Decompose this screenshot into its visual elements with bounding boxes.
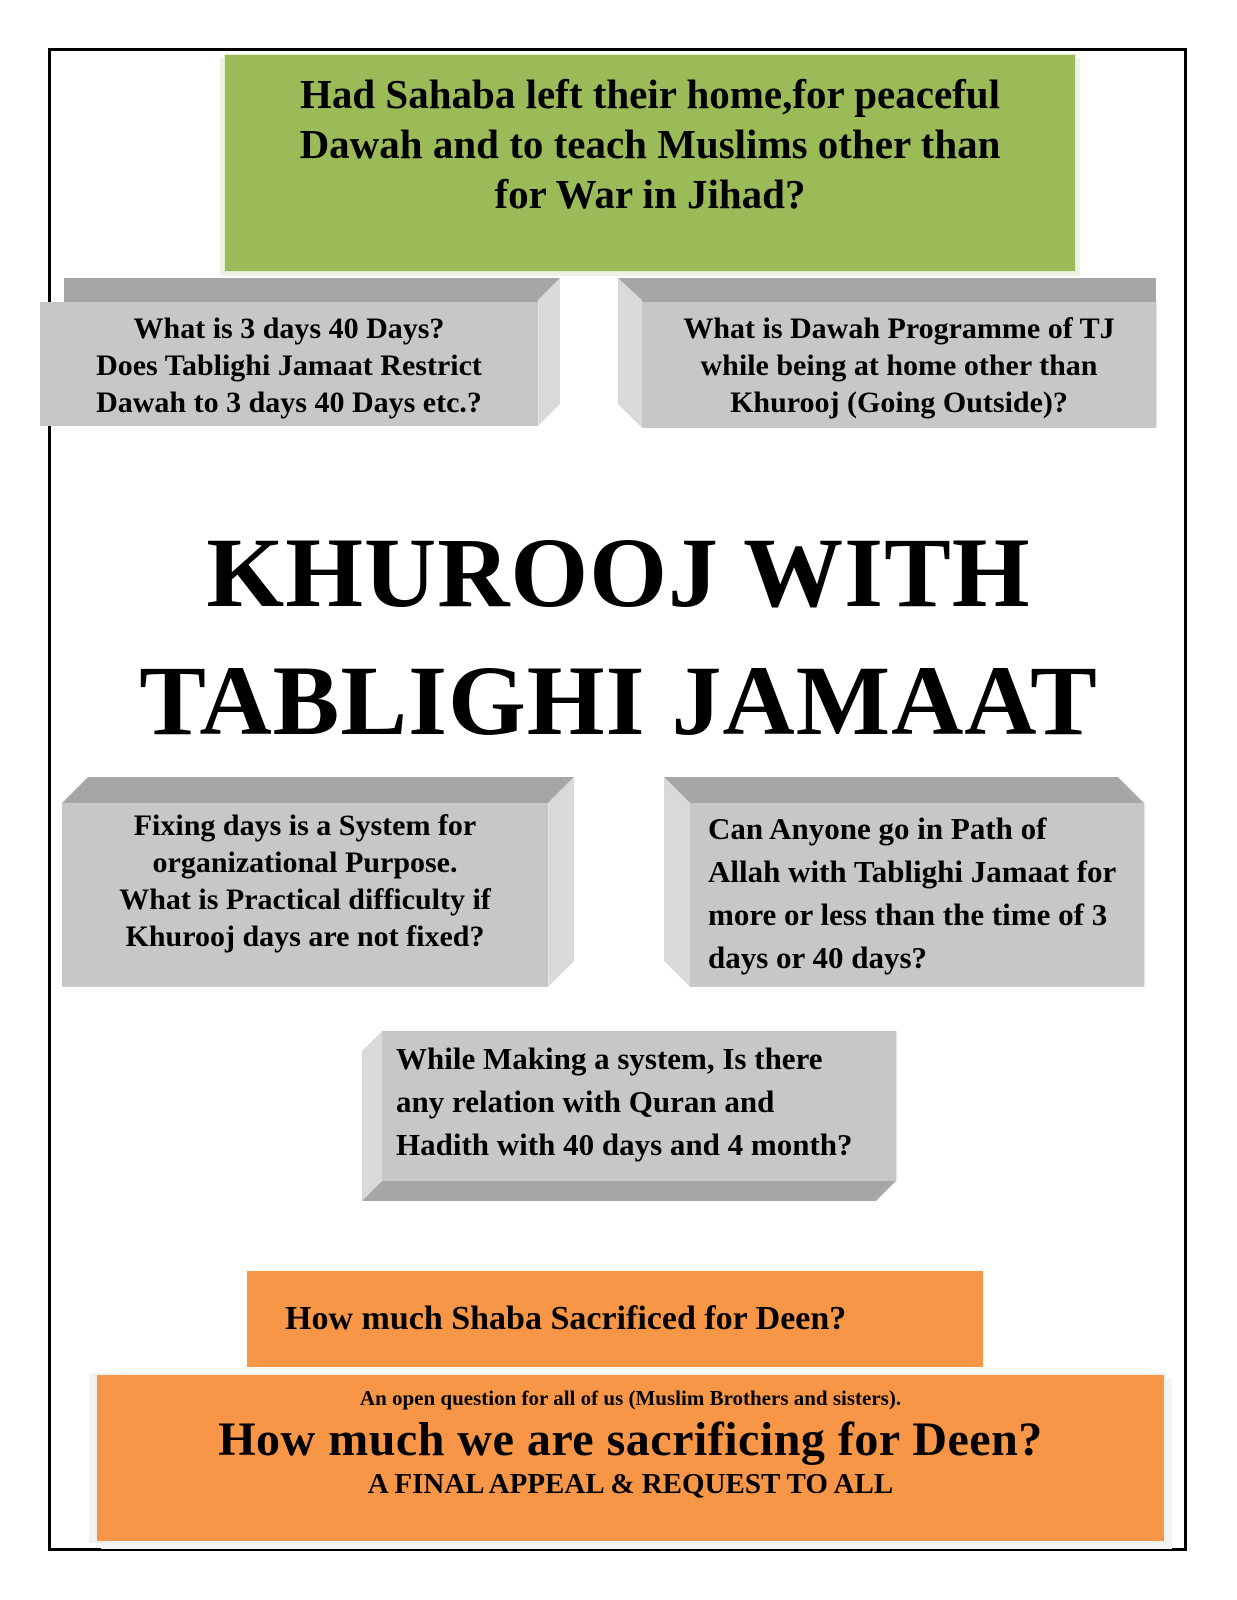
page-title-line-1: KHUROOJ WITH <box>206 517 1031 628</box>
question-3-line-1: Fixing days is a System for <box>133 809 477 842</box>
question-box-2 <box>618 278 1156 428</box>
question-1-line-1: What is 3 days 40 Days? <box>133 312 445 345</box>
question-box-4 <box>664 777 1144 987</box>
question-5-line-1: While Making a system, Is there <box>396 1041 823 1076</box>
final-appeal-text: A FINAL APPEAL & REQUEST TO ALL <box>367 1468 894 1500</box>
question-2-line-1: What is Dawah Programme of TJ <box>683 312 1115 345</box>
question-2-line-2: while being at home other than <box>700 349 1098 382</box>
question-4-line-2: Allah with Tablighi Jamaat for <box>708 854 1117 889</box>
open-question-intro: An open question for all of us (Muslim Brothers and sisters). <box>359 1386 902 1410</box>
question-4-line-1: Can Anyone go in Path of <box>708 811 1047 846</box>
question-4-line-3: more or less than the time of 3 <box>708 897 1108 932</box>
question-1-line-3: Dawah to 3 days 40 Days etc.? <box>96 386 482 419</box>
question-1-line-2: Does Tablighi Jamaat Restrict <box>96 349 482 382</box>
question-2-line-3: Khurooj (Going Outside)? <box>730 386 1068 419</box>
question-5-line-3: Hadith with 40 days and 4 month? <box>396 1127 853 1162</box>
question-box-3 <box>62 777 574 987</box>
question-3-line-3: What is Practical difficulty if <box>119 883 491 916</box>
final-appeal-box <box>95 1373 1166 1543</box>
question-3-line-4: Khurooj days are not fixed? <box>125 920 485 953</box>
question-3-line-2: organizational Purpose. <box>152 846 458 879</box>
sahaba-sacrifice-box: How much Shaba Sacrificed for Deen? <box>247 1271 983 1367</box>
question-5-line-2: any relation with Quran and <box>396 1084 775 1119</box>
top-question-line-1: Had Sahaba left their home,for peaceful <box>299 71 1000 117</box>
top-question-line-2: Dawah and to teach Muslims other than <box>299 121 1001 167</box>
question-4-line-4: days or 40 days? <box>708 940 928 975</box>
page-title-line-2: TABLIGHI JAMAAT <box>139 645 1098 756</box>
top-question-box <box>224 54 1076 272</box>
question-box-1 <box>40 278 560 426</box>
question-box-5 <box>362 1031 896 1201</box>
sacrifice-question: How much we are sacrificing for Deen? <box>218 1413 1043 1466</box>
top-question-line-3: for War in Jihad? <box>494 171 806 217</box>
